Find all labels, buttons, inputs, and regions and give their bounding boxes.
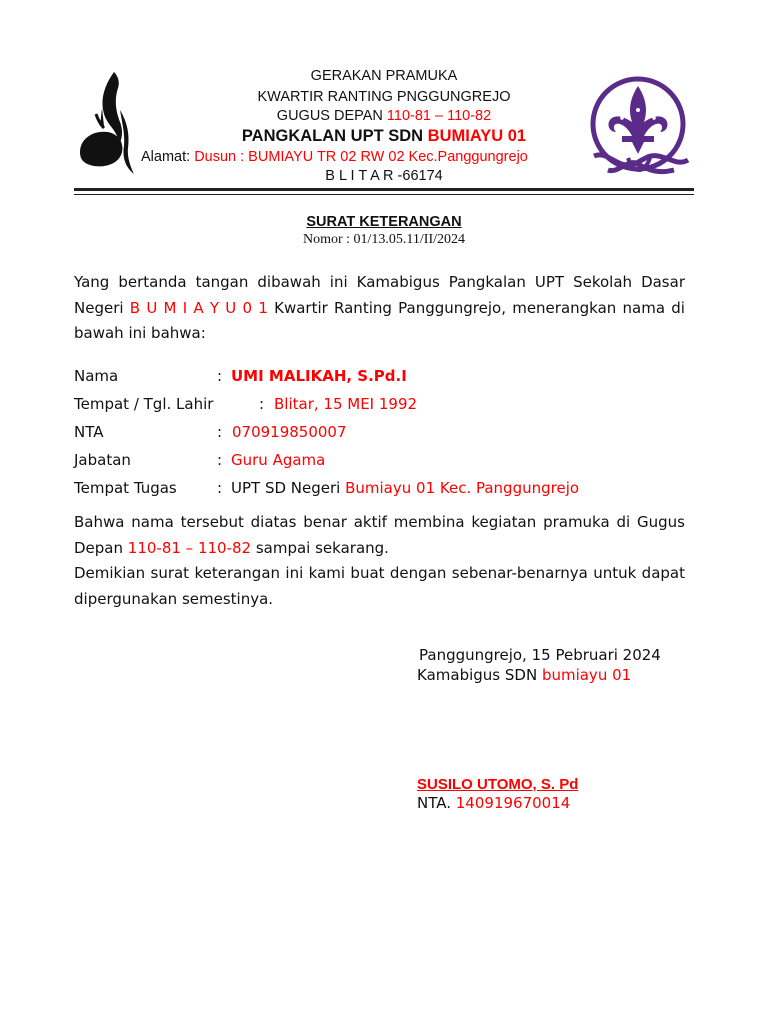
intro-text-2: Kwartir Ranting Panggungrejo, menerangkan nama di bawah ini bahwa: [74,298,685,342]
tunas-kelapa-logo [74,70,140,182]
field-colon: : [217,479,223,497]
field-colon: : [259,395,265,413]
field-label: Jabatan [74,451,131,469]
signatory-nta [417,794,570,812]
field-label: Nama [74,367,119,385]
field-colon: : [217,367,223,385]
field-value: Blitar, 15 MEI 1992 [274,395,418,413]
field-value: Bumiayu 01 Kec. Panggungrejo [345,479,580,497]
nta-label: NTA. [417,794,456,812]
field-value: Guru Agama [231,451,326,469]
role-school: bumiayu 01 [541,666,632,684]
field-colon: : [217,423,223,441]
field-label: NTA [74,423,104,441]
city-postcode: B L I T A R -66174 [325,168,443,184]
field-value-prefix: UPT SD Negeri [231,479,346,497]
closing-paragraph: Demikian surat keterangan ini kami buat dengan sebenar-benarnya untuk dapat dipergunakan semestinya. [74,564,685,608]
alamat-value: Dusun : BUMIAYU TR 02 RW 02 Kec.Panggungrejo [194,149,528,165]
alamat-line [141,149,589,165]
field-value-line [231,479,579,497]
letter-title: SURAT KETERANGAN [306,214,462,230]
signatory-name: SUSILO UTOMO, S. Pd [417,776,579,793]
pangkalan-school: BUMIAYU 01 [427,127,527,145]
intro-paragraph [74,270,685,347]
signature-place-date: Panggungrejo, 15 Pebruari 2024 [419,646,661,664]
role-prefix: Kamabigus SDN [417,666,542,684]
gugus-depan [0,108,768,124]
intro-text-1: Yang bertanda tangan dibawah ini Kamabigus Pangkalan UPT Sekolah Dasar Negeri [74,273,685,317]
gugus-numbers: 110-81 – 110-82 [386,108,492,124]
field-value: 070919850007 [232,423,347,441]
field-colon: : [217,451,223,469]
pangkalan-prefix: PANGKALAN UPT SDN [241,127,428,145]
field-value: UMI MALIKAH, S.Pd.I [231,367,407,385]
signature-role [417,666,631,684]
field-label: Tempat Tugas [74,479,177,497]
org-name: GERAKAN PRAMUKA [310,68,458,84]
letter-number: Nomor : 01/13.05.11/II/2024 [302,232,466,247]
gugus-prefix: GUGUS DEPAN [276,108,387,124]
alamat-label: Alamat: [141,149,195,165]
statement-text-1: Bahwa nama tersebut diatas benar aktif membina kegiatan pramuka di Gugus Depan [74,513,685,557]
nta-value: 140919670014 [455,794,571,812]
pangkalan-name [0,127,768,146]
statement-text-2: sampai sekarang. [251,538,389,557]
statement-paragraph [74,510,685,561]
header-rule-thin [74,194,694,195]
kwartir-name: KWARTIR RANTING PNGGUNGREJO [257,89,511,105]
header-rule-thick [74,188,694,191]
field-label: Tempat / Tgl. Lahir [74,395,214,413]
intro-school: B U M I A Y U 0 1 [129,298,268,317]
statement-numbers: 110-81 – 110-82 [127,538,252,557]
